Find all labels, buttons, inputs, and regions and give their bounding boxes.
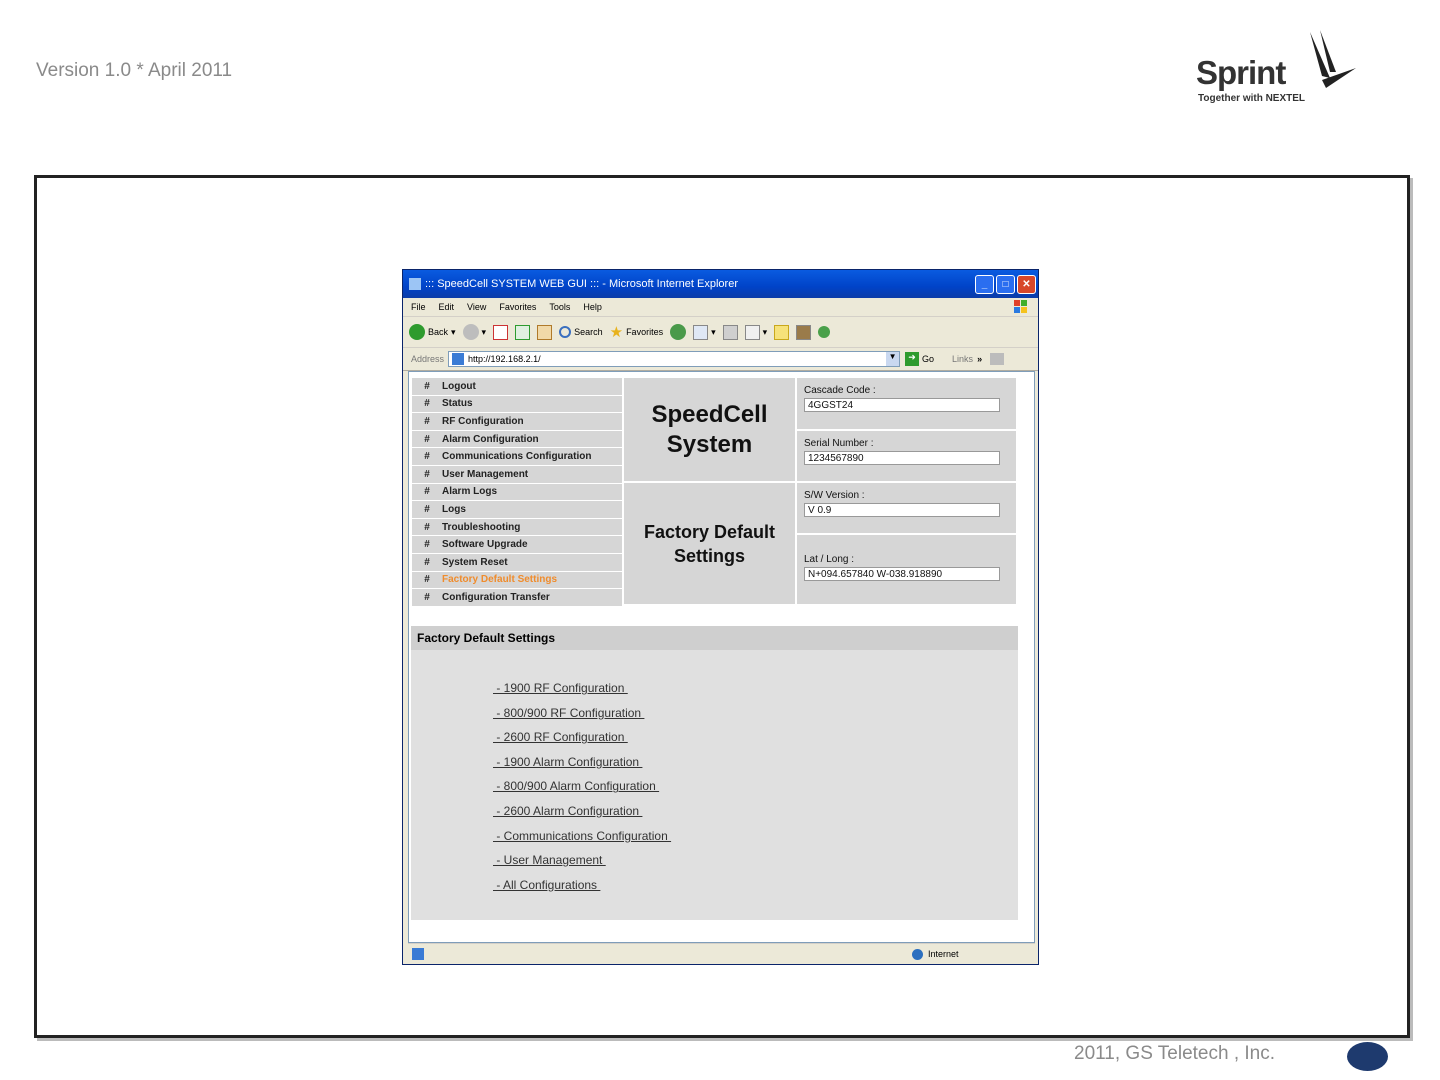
go-arrow-icon: ➜ xyxy=(905,352,919,366)
factory-default-link[interactable]: - All Configurations xyxy=(493,877,601,892)
sw-version-panel xyxy=(797,483,1016,533)
bullet-hash: # xyxy=(424,539,430,551)
messenger-icon xyxy=(818,326,830,338)
logo-word: Sprint xyxy=(1196,54,1286,91)
copyright-text: 2011, GS Teletech , Inc. xyxy=(1074,1043,1276,1064)
menu-file[interactable]: File xyxy=(411,302,426,312)
serial-number-panel xyxy=(797,431,1016,481)
maximize-button[interactable]: □ xyxy=(996,275,1015,294)
page-title-line2: Settings xyxy=(673,545,745,566)
factory-default-link[interactable]: - 1900 Alarm Configuration xyxy=(493,754,643,769)
sidebar-nav xyxy=(412,378,622,607)
search-label: Search xyxy=(574,327,603,337)
star-icon: ★ xyxy=(609,324,624,341)
sidebar-item[interactable] xyxy=(412,466,622,484)
page-number-badge xyxy=(1347,1042,1388,1071)
address-url: http://192.168.2.1/ xyxy=(468,354,541,364)
stop-button[interactable] xyxy=(493,325,508,340)
note-icon xyxy=(774,325,789,340)
back-button[interactable] xyxy=(409,324,456,340)
lat-long-panel xyxy=(797,535,1016,604)
page-title-line1: Factory Default xyxy=(643,521,776,542)
research-icon xyxy=(796,325,811,340)
factory-default-link[interactable]: - 800/900 RF Configuration xyxy=(493,705,645,720)
factory-default-link[interactable]: - Communications Configuration xyxy=(493,828,672,843)
menu-view[interactable]: View xyxy=(467,302,487,312)
sidebar-item-label: Alarm Logs xyxy=(442,486,498,498)
cascade-code-field[interactable]: 4GGST24 xyxy=(804,398,1000,412)
menu-favorites[interactable]: Favorites xyxy=(499,302,537,312)
bullet-hash: # xyxy=(424,380,430,392)
security-zone xyxy=(912,949,959,960)
sidebar-item[interactable] xyxy=(412,431,622,449)
lat-long-label: Lat / Long : xyxy=(804,554,855,565)
ie-app-icon xyxy=(409,278,421,290)
sidebar-item[interactable] xyxy=(412,572,622,590)
zone-label: Internet xyxy=(928,949,959,959)
page-status-icon xyxy=(412,948,424,960)
print-icon xyxy=(723,325,738,340)
factory-default-link[interactable]: - 2600 Alarm Configuration xyxy=(493,804,643,818)
sidebar-item-label: User Management xyxy=(442,468,529,480)
serial-number-field[interactable]: 1234567890 xyxy=(804,451,1000,465)
address-bar xyxy=(403,348,1038,371)
search-button[interactable] xyxy=(559,326,603,338)
ie-window xyxy=(402,269,1039,965)
favorites-button[interactable] xyxy=(610,323,663,341)
bullet-hash: # xyxy=(424,415,430,427)
menu-edit[interactable]: Edit xyxy=(438,302,455,312)
bullet-hash: # xyxy=(424,398,430,410)
sw-version-label: S/W Version : xyxy=(804,490,865,501)
toolbar xyxy=(403,317,1038,348)
edit-button[interactable] xyxy=(745,325,768,340)
minimize-button[interactable]: _ xyxy=(975,275,994,294)
sidebar-item[interactable] xyxy=(412,519,622,537)
chevron-down-icon: ▾ xyxy=(762,326,768,337)
page-title xyxy=(624,483,795,604)
status-bar xyxy=(408,943,1035,964)
sidebar-item-label: Software Upgrade xyxy=(442,539,528,551)
sidebar-item[interactable] xyxy=(412,589,622,607)
cascade-code-panel xyxy=(797,378,1016,429)
logo-tagline: Together with NEXTEL xyxy=(1198,93,1306,104)
history-button[interactable] xyxy=(670,324,686,340)
bullet-hash: # xyxy=(424,503,430,515)
sidebar-item-label: RF Configuration xyxy=(442,415,524,427)
chevron-down-icon: ▾ xyxy=(711,326,716,337)
forward-arrow-icon xyxy=(463,324,479,340)
bullet-hash: # xyxy=(424,556,430,568)
chevron-down-icon[interactable]: ▼ xyxy=(886,352,899,366)
sidebar-item-label: Alarm Configuration xyxy=(442,433,539,445)
sidebar-item[interactable] xyxy=(412,484,622,502)
sprint-wings-icon xyxy=(1296,28,1360,104)
window-title: ::: SpeedCell SYSTEM WEB GUI ::: - Microsoft Internet Explorer xyxy=(425,278,738,290)
close-button[interactable]: ✕ xyxy=(1017,275,1036,294)
chevron-right-icon[interactable]: » xyxy=(977,354,983,364)
page-viewport xyxy=(408,371,1035,943)
serial-number-label: Serial Number : xyxy=(804,438,874,449)
menu-tools[interactable]: Tools xyxy=(549,302,571,312)
chevron-down-icon: ▾ xyxy=(451,326,456,337)
bullet-hash: # xyxy=(424,521,430,533)
lat-long-field[interactable]: N+094.657840 W-038.918890 xyxy=(804,567,1000,581)
sidebar-item[interactable] xyxy=(412,378,622,396)
forward-button[interactable] xyxy=(463,324,487,340)
stop-icon xyxy=(493,325,508,340)
history-icon xyxy=(670,324,686,340)
cascade-code-label: Cascade Code : xyxy=(804,385,876,396)
extension-icon[interactable] xyxy=(990,353,1004,365)
title-bar[interactable] xyxy=(403,270,1038,298)
print-button[interactable] xyxy=(723,325,738,340)
back-arrow-icon xyxy=(409,324,425,340)
sidebar-item-label: Configuration Transfer xyxy=(442,591,550,603)
sidebar-item[interactable] xyxy=(412,501,622,519)
bullet-hash: # xyxy=(424,451,430,463)
sidebar-item-label: Factory Default Settings xyxy=(442,574,558,586)
bullet-hash: # xyxy=(424,468,430,480)
sw-version-field[interactable]: V 0.9 xyxy=(804,503,1000,517)
sidebar-item[interactable] xyxy=(412,554,622,572)
address-label: Address xyxy=(411,354,445,364)
system-title xyxy=(624,378,795,481)
search-icon xyxy=(559,326,571,338)
menu-help[interactable]: Help xyxy=(583,302,602,312)
chevron-down-icon: ▾ xyxy=(481,326,487,337)
address-input[interactable] xyxy=(448,351,900,367)
sidebar-item[interactable] xyxy=(412,413,622,431)
sidebar-item-label: Communications Configuration xyxy=(442,451,592,463)
sidebar-item-label: System Reset xyxy=(442,556,508,568)
factory-default-link[interactable]: - 800/900 Alarm Configuration xyxy=(493,779,660,794)
go-label: Go xyxy=(922,354,935,364)
sidebar-item[interactable] xyxy=(412,536,622,554)
home-icon xyxy=(537,325,552,340)
links-label[interactable]: Links xyxy=(952,354,974,364)
messenger-button[interactable] xyxy=(818,326,830,338)
sidebar-item[interactable] xyxy=(412,396,622,414)
research-button[interactable] xyxy=(796,325,811,340)
sidebar-item-label: Logout xyxy=(442,380,476,392)
system-title-line1: SpeedCell xyxy=(651,400,768,428)
bullet-hash: # xyxy=(424,433,430,445)
bullet-hash: # xyxy=(424,486,430,498)
page-icon xyxy=(452,353,464,365)
version-text: Version 1.0 * April 2011 xyxy=(36,60,233,81)
edit-icon xyxy=(745,325,760,340)
bullet-hash: # xyxy=(424,591,430,603)
go-button[interactable] xyxy=(905,352,934,366)
sidebar-item-label: Troubleshooting xyxy=(442,521,521,533)
factory-default-panel xyxy=(411,626,1018,920)
refresh-button[interactable] xyxy=(515,325,530,340)
refresh-icon xyxy=(515,325,530,340)
system-title-line2: System xyxy=(666,430,753,458)
factory-default-link[interactable]: - 2600 RF Configuration xyxy=(493,730,628,745)
globe-icon xyxy=(912,949,923,960)
factory-default-link[interactable]: - 1900 RF Configuration xyxy=(493,681,628,695)
favorites-label: Favorites xyxy=(626,327,664,337)
sidebar-item-label: Status xyxy=(442,398,473,410)
mail-icon xyxy=(693,325,708,340)
back-label: Back xyxy=(428,327,449,337)
bullet-hash: # xyxy=(424,574,430,586)
sprint-logo xyxy=(1196,52,1366,112)
sidebar-item-label: Logs xyxy=(442,503,466,515)
section-heading: Factory Default Settings xyxy=(411,626,1018,650)
mail-button[interactable] xyxy=(693,325,716,340)
windows-logo-icon xyxy=(1014,300,1028,314)
menu-bar xyxy=(403,298,1038,317)
sidebar-item[interactable] xyxy=(412,448,622,466)
factory-default-link[interactable]: - User Management xyxy=(493,853,606,868)
discuss-button[interactable] xyxy=(774,325,789,340)
home-button[interactable] xyxy=(537,325,552,340)
